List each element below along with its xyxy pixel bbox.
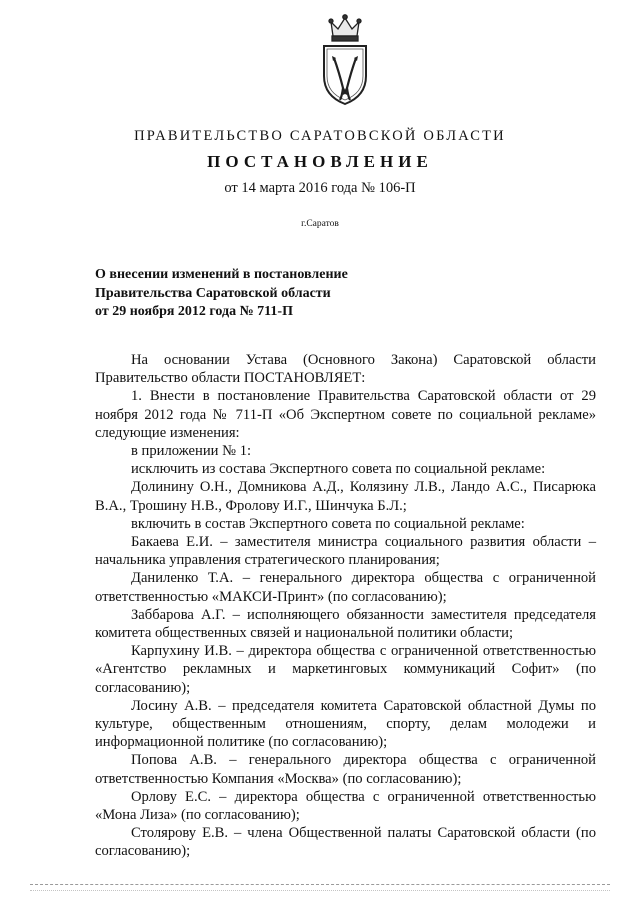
member-entry: Лосину А.В. – председателя комитета Саратовской областной Думы по культуре, общественным отношениям, спорту, делам молодежи и информационной политике (по согласованию); <box>95 697 596 751</box>
appendix-reference: в приложении № 1: <box>131 443 252 460</box>
include-heading: включить в состав Экспертного совета по социальной рекламе: <box>131 515 525 532</box>
page-divider <box>30 884 610 885</box>
decree-subject <box>95 266 425 322</box>
city-name: г.Саратов <box>301 219 339 229</box>
clause-1-paragraph: 1. Внести в постановление Правительства Саратовской области от 29 ноября 2012 года № 711-П «Об Экспертном совете по социальной рекламе» следующие изменения: <box>95 388 596 441</box>
decree-body <box>95 351 596 861</box>
member-entry: Попова А.В. – генерального директора общества с ограниченной ответственностью Компания «Москва» (по согласованию); <box>95 752 596 787</box>
government-name: ПРАВИТЕЛЬСТВО САРАТОВСКОЙ ОБЛАСТИ <box>134 128 506 144</box>
exclude-heading: исключить из состава Экспертного совета по социальной рекламе: <box>131 461 546 478</box>
member-entry: Даниленко Т.А. – генерального директора общества с ограниченной ответственностью «МАКСИ-Принт» (по согласованию); <box>95 570 596 605</box>
subject-line: от 29 ноября 2012 года № 711-П <box>95 304 293 319</box>
subject-line: Правительства Саратовской области <box>95 285 331 301</box>
member-entry: Заббарова А.Г. – исполняющего обязанности заместителя председателя комитета общественных связей и национальной политики области; <box>95 606 596 642</box>
member-entry: Карпухину И.В. – директора общества с ограниченной ответственностью «Агентство рекламных и маркетинговых коммуникаций Софит» (по согласованию); <box>95 643 596 696</box>
decree-date-number: от 14 марта 2016 года № 106-П <box>224 180 416 196</box>
member-entry: Бакаева Е.И. – заместителя министра социального развития области – начальника управления стратегического планирования; <box>95 534 596 569</box>
document-type-title: ПОСТАНОВЛЕНИЕ <box>207 152 433 171</box>
member-entry: Орлову Е.С. – директора общества с ограниченной ответственностью «Мона Лиза» (по согласованию); <box>95 788 596 824</box>
preamble-paragraph: На основании Устава (Основного Закона) Саратовской области Правительство области ПОСТАНОВЛЯЕТ: <box>95 352 596 387</box>
subject-line: О внесении изменений в постановление <box>95 267 348 282</box>
member-entry: Столярову Е.В. – члена Общественной палаты Саратовской области (по согласованию); <box>95 825 596 860</box>
excluded-members-list: Долинину О.Н., Домникова А.Д., Колязину Л.В., Ландо А.С., Писарюка В.А., Трошину Н.В., Фролову И.Г., Шинчука Б.Л.; <box>95 479 596 514</box>
page-divider <box>30 890 610 891</box>
coat-of-arms-icon <box>318 14 372 106</box>
